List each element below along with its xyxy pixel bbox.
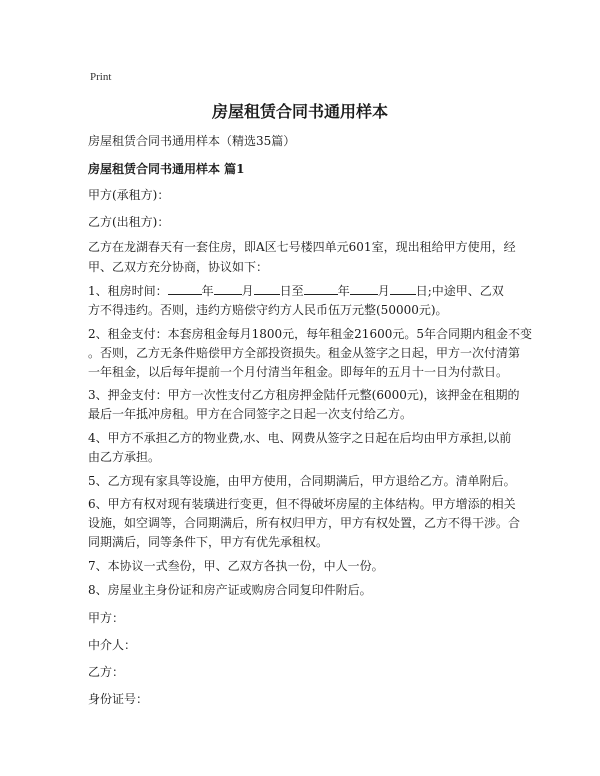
clause-1-line-1 — [88, 282, 518, 301]
blank-year-1 — [168, 282, 202, 295]
signature-party-b: 乙方： — [88, 665, 125, 679]
clause-8: 8、房屋业主身份证和房产证或购房合同复印件附后。 — [88, 583, 372, 597]
print-label[interactable]: Print — [90, 71, 112, 83]
blank-month-1 — [214, 282, 242, 295]
day-suffix-label: 日;中途甲、乙双 — [415, 284, 504, 298]
day-to-label: 日至 — [279, 284, 304, 298]
section-heading: 房屋租赁合同书通用样本 篇1 — [88, 162, 245, 176]
document-subtitle: 房屋租赁合同书通用样本（精选35篇） — [88, 134, 296, 148]
clause-2-line-3: 一年租金，以后每年提前一个月付清当年租金。即每年的五月十一日为付款日。 — [88, 365, 509, 379]
month-label-2: 月 — [377, 284, 390, 298]
clause-3-line-1: 3、押金支付：甲方一次性支付乙方租房押金陆仟元整(6000元)，该押金在租期的 — [88, 388, 520, 402]
clause-3-line-2: 最后一年抵冲房租。甲方在合同签字之日起一次支付给乙方。 — [88, 407, 413, 421]
clause-2-line-1: 2、租金支付：本套房租金每月1800元，每年租金21600元。5年合同期内租金不变 — [88, 327, 532, 341]
clause-1-line-2: 方不得违约。否则，违约方赔偿守约方人民币伍万元整(50000元)。 — [88, 303, 448, 317]
blank-month-2 — [350, 282, 378, 295]
document-title: 房屋租赁合同书通用样本 — [211, 102, 388, 121]
clause-4-line-2: 由乙方承担。 — [88, 450, 161, 464]
party-a-label: 甲方(承租方)： — [88, 188, 170, 202]
intro-line-1: 乙方在龙湖春天有一套住房，即A区七号楼四单元601室，现出租给甲方使用，经 — [88, 240, 516, 254]
clause-5: 5、乙方现有家具等设施，由甲方使用，合同期满后，甲方退给乙方。清单附后。 — [88, 474, 516, 488]
clause-2-line-2: 。否则，乙方无条件赔偿甲方全部投资损失。租金从签字之日起，甲方一次付清第 — [88, 346, 521, 360]
clause-6-line-1: 6、甲方有权对现有装璜进行变更，但不得破坏房屋的主体结构。甲方增添的相关 — [88, 497, 516, 511]
signature-party-a: 甲方： — [88, 611, 125, 625]
clause-6-line-2: 设施，如空调等，合同期满后，所有权归甲方，甲方有权处置，乙方不得干涉。合 — [88, 516, 521, 530]
intro-line-2: 甲、乙双方充分协商，协议如下： — [88, 260, 269, 274]
clause-1-prefix: 1、租房时间： — [88, 284, 168, 298]
signature-agent: 中介人： — [88, 638, 137, 652]
month-label-1: 月 — [241, 284, 254, 298]
party-b-label: 乙方(出租方)： — [88, 215, 170, 229]
clause-7: 7、本协议一式叁份，甲、乙双方各执一份，中人一份。 — [88, 559, 384, 573]
year-label-1: 年 — [201, 284, 214, 298]
clause-6-line-3: 同期满后，同等条件下，甲方有优先承租权。 — [88, 535, 329, 549]
blank-day-2 — [390, 282, 416, 295]
signature-id-number: 身份证号： — [88, 692, 149, 706]
year-label-2: 年 — [337, 284, 350, 298]
clause-4-line-1: 4、甲方不承担乙方的物业费,水、电、网费从签字之日起在后均由甲方承担,以前 — [88, 431, 512, 445]
blank-day-1 — [254, 282, 280, 295]
blank-year-2 — [304, 282, 338, 295]
